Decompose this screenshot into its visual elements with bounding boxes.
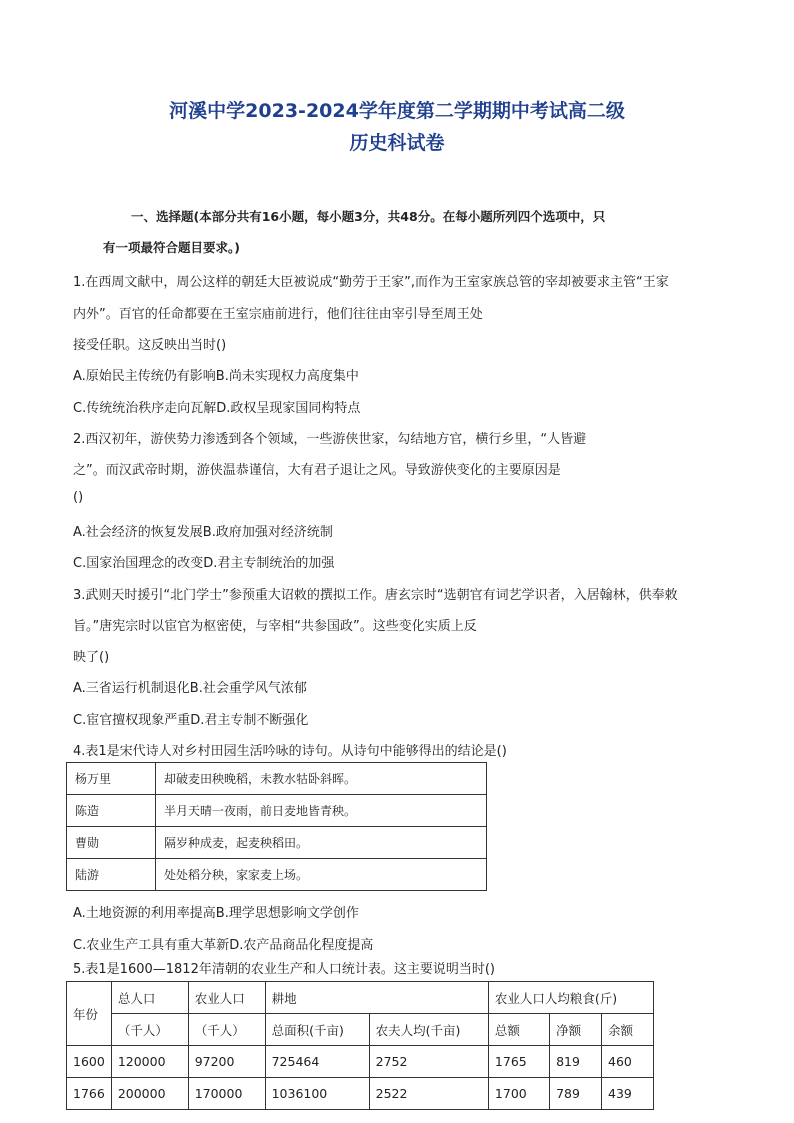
section-heading-cont: 有一项最符合题目要求。) [103,240,240,255]
table-cell: 200000 [111,1078,188,1110]
table-cell: 460 [602,1046,654,1078]
table-cell: 97200 [188,1046,265,1078]
table-cell: 2522 [369,1078,488,1110]
question-3-option: C.宦官擅权现象严重D.君主专制不断强化 [73,713,309,728]
poet-cell: 陆游 [67,859,156,891]
table-row [67,795,487,827]
question-3-line: 旨。”唐宪宗时以宦官为枢密使，与宰相“共参国政”。这些变化实质上反 [73,619,477,634]
table-row [67,859,487,891]
poet-cell: 陈造 [67,795,156,827]
header-grain: 农业人口人均粮食(斤) [488,982,653,1014]
verse-cell: 半月天晴一夜雨，前日麦地皆青秧。 [156,795,487,827]
table-header-row [67,982,654,1014]
table-cell: 1765 [488,1046,549,1078]
question-3-line: 映了() [73,650,110,665]
stats-table [66,981,654,1110]
table-cell: 819 [550,1046,602,1078]
table-row [67,1046,654,1078]
table-cell: 789 [550,1078,602,1110]
question-3-option: A.三省运行机制退化B.社会重学风气浓郁 [73,681,307,696]
question-3-line: 3.武则天时援引“北门学士”参预重大诏敕的撰拟工作。唐玄宗时“选朝官有词艺学识者，入居翰林，供奉敕 [73,588,678,603]
header-land-per-farmer: 农夫人均(千亩) [369,1014,488,1046]
poet-cell: 曹勋 [67,827,156,859]
question-2-line: 2.西汉初年，游侠势力渗透到各个领域，一些游侠世家，勾结地方官，横行乡里，“人皆避 [73,432,587,447]
question-4-line: 4.表1是宋代诗人对乡村田园生活吟咏的诗句。从诗句中能够得出的结论是() [73,744,507,759]
header-grain-surplus: 余额 [602,1014,654,1046]
table-cell: 439 [602,1078,654,1110]
question-2-option: C.国家治国理念的改变D.君主专制统治的加强 [73,556,335,571]
verse-cell: 却破麦田秧晚稻，未教水牯卧斜晖。 [156,763,487,795]
question-5-line: 5.表1是1600—1812年清朝的农业生产和人口统计表。这主要说明当时() [73,962,495,977]
verse-cell: 处处稻分秧，家家麦上场。 [156,859,487,891]
table-cell: 1766 [67,1078,112,1110]
header-grain-net: 净额 [550,1014,602,1046]
question-1-option: C.传统统治秩序走向瓦解D.政权呈现家国同构特点 [73,401,361,416]
header-land-total: 总面积(千亩) [265,1014,369,1046]
header-land: 耕地 [265,982,488,1014]
table-cell: 1600 [67,1046,112,1078]
question-1-line: 接受任职。这反映出当时() [73,338,227,353]
header-total-pop-unit: （千人） [111,1014,188,1046]
table-cell: 170000 [188,1078,265,1110]
table-cell: 1700 [488,1078,549,1110]
exam-title-line1: 河溪中学2023-2024学年度第二学期期中考试高二级 [169,100,625,122]
header-agri-pop: 农业人口 [188,982,265,1014]
question-1-line: 1.在西周文献中，周公这样的朝廷大臣被说成“勤劳于王家”,而作为王室家族总管的宰却被要求主管“王家 [73,275,669,290]
header-agri-pop-unit: （千人） [188,1014,265,1046]
table-cell: 1036100 [265,1078,369,1110]
question-4-option: A.土地资源的利用率提高B.理学思想影响文学创作 [73,906,359,921]
table-header-row [67,1014,654,1046]
question-2-option: A.社会经济的恢复发展B.政府加强对经济统制 [73,525,333,540]
header-year: 年份 [67,982,112,1046]
question-2-line: 之”。而汉武帝时期，游侠温恭谨信，大有君子退让之风。导致游侠变化的主要原因是 [73,463,561,478]
table-cell: 120000 [111,1046,188,1078]
question-1-option: A.原始民主传统仍有影响B.尚未实现权力高度集中 [73,369,359,384]
table-row [67,763,487,795]
question-1-line: 内外”。百官的任命都要在王室宗庙前进行，他们往往由宰引导至周王处 [73,307,483,322]
table-row [67,827,487,859]
section-heading: 一、选择题(本部分共有16小题，每小题3分，共48分。在每小题所列四个选项中，只 [131,209,606,224]
verse-cell: 隔岁种成麦，起麦秧稻田。 [156,827,487,859]
question-2-line: () [73,490,84,505]
table-row [67,1078,654,1110]
question-4-option: C.农业生产工具有重大革新D.农产品商品化程度提高 [73,938,374,953]
exam-title-line2: 历史科试卷 [349,132,445,154]
table-cell: 725464 [265,1046,369,1078]
table-cell: 2752 [369,1046,488,1078]
poem-table [66,762,487,891]
poet-cell: 杨万里 [67,763,156,795]
header-grain-total: 总额 [488,1014,549,1046]
header-total-pop: 总人口 [111,982,188,1014]
